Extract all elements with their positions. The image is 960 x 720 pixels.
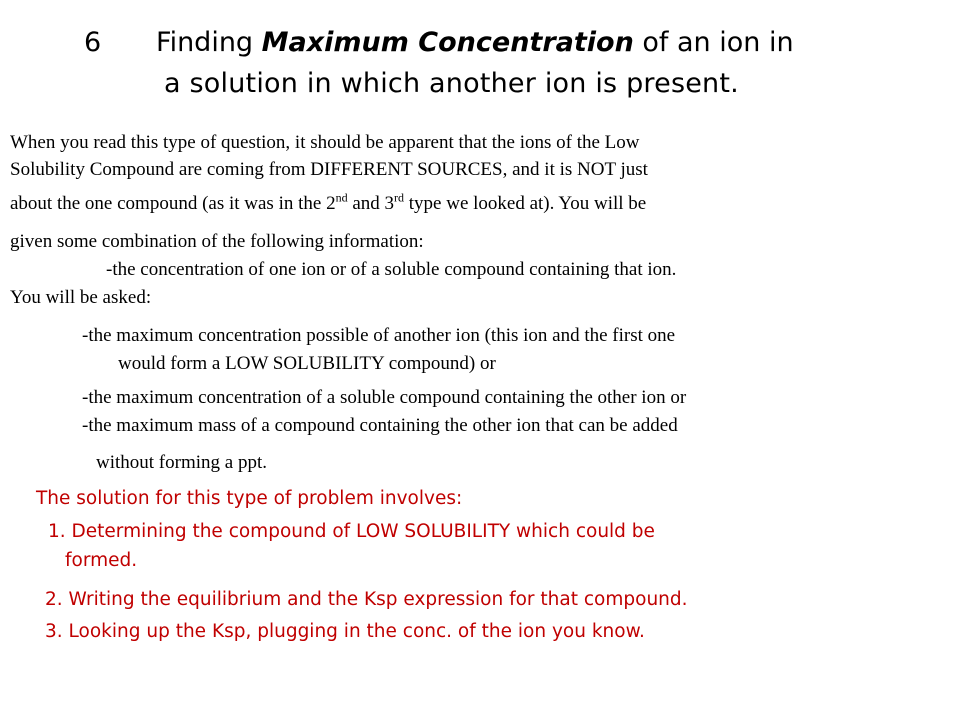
solution-step-3: 3. Looking up the Ksp, plugging in the conc. of the ion you know. (45, 621, 645, 642)
body-line-3b: and 3 (347, 193, 395, 214)
solution-step-2: 2. Writing the equilibrium and the Ksp expression for that compound. (45, 589, 688, 610)
slide-number: 6 (84, 27, 102, 58)
solution-intro: The solution for this type of problem involves: (36, 488, 463, 509)
title-pre: Finding (156, 27, 262, 58)
body-line-2: Solubility Compound are coming from DIFFERENT SOURCES, and it is NOT just (10, 159, 648, 180)
asked-item-2: -the maximum concentration of a soluble compound containing the other ion or (82, 387, 687, 408)
body-line-4: given some combination of the following information: (10, 231, 424, 252)
asked-item-1: -the maximum concentration possible of another ion (this ion and the first one (82, 325, 676, 346)
asked-item-3-cont: without forming a ppt. (96, 452, 267, 473)
title-emphasis: Maximum Concentration (261, 27, 634, 58)
title-line-1 (84, 22, 794, 63)
asked-item-3: -the maximum mass of a compound containing the other ion that can be added (82, 415, 678, 436)
body-line-1: When you read this type of question, it should be apparent that the ions of the Low (10, 132, 640, 153)
title-line-2: a solution in which another ion is present. (164, 68, 739, 99)
title-post: of an ion in (633, 27, 794, 58)
asked-item-1-cont: would form a LOW SOLUBILITY compound) or (118, 353, 496, 374)
body-line-3 (10, 190, 647, 214)
info-item-1: -the concentration of one ion or of a soluble compound containing that ion. (106, 259, 677, 280)
superscript-rd: rd (394, 190, 405, 205)
body-line-3a: about the one compound (as it was in the 2 (10, 193, 336, 214)
superscript-nd: nd (335, 190, 348, 205)
body-line-6: You will be asked: (10, 287, 152, 308)
body-line-3c: type we looked at). You will be (404, 193, 647, 214)
solution-step-1: 1. Determining the compound of LOW SOLUBILITY which could be (48, 521, 655, 542)
solution-step-1-cont: formed. (65, 550, 138, 571)
